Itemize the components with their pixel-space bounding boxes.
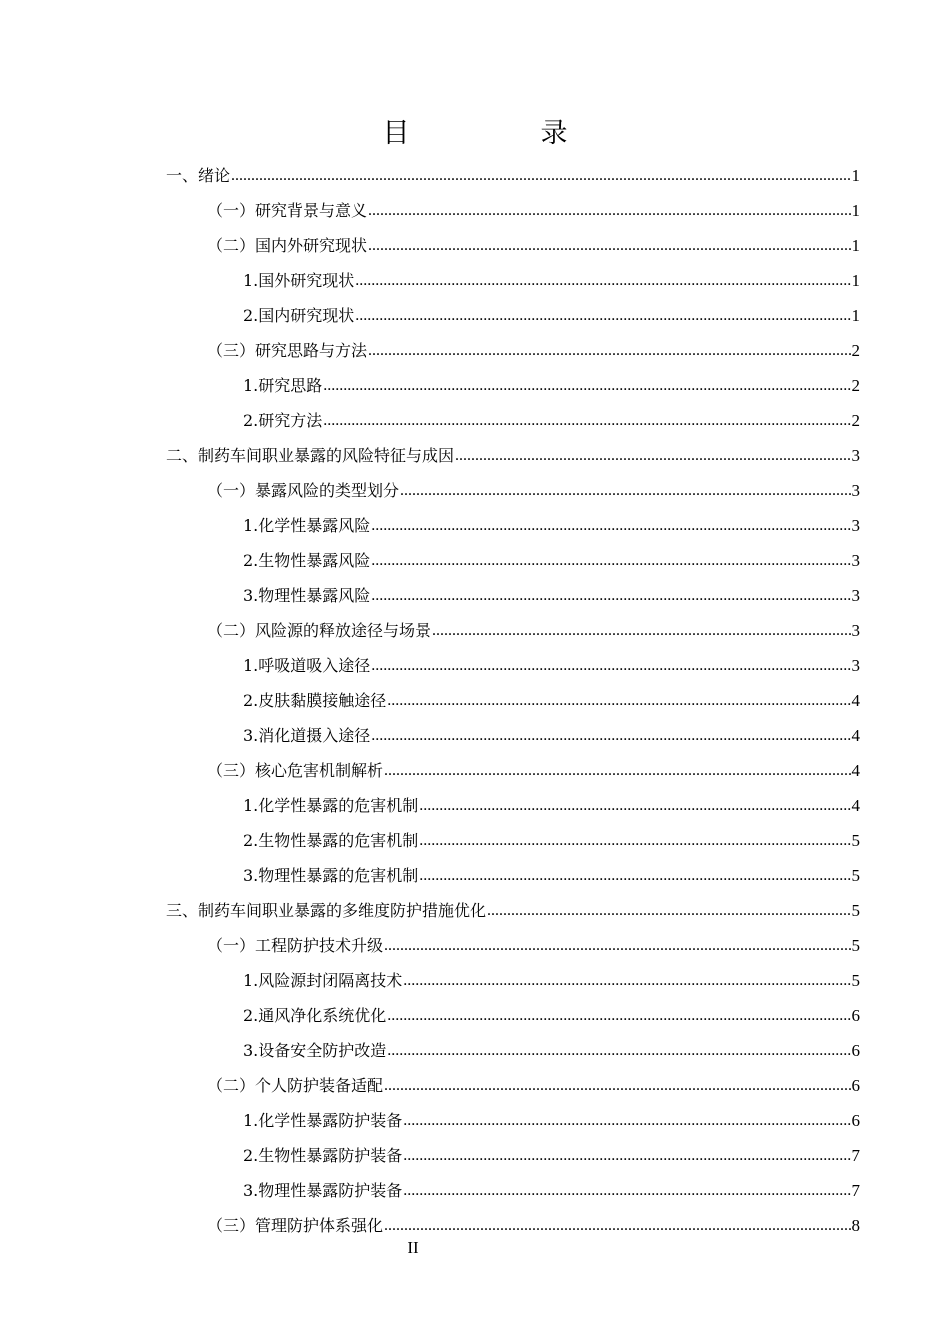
toc-entry-title: 1.化学性暴露的危害机制	[243, 796, 419, 815]
toc-entry[interactable]	[166, 997, 860, 1032]
dot-leader	[387, 690, 850, 712]
toc-entry-page-number: 4	[851, 761, 860, 780]
toc-entry-page-number: 7	[851, 1146, 860, 1165]
toc-entry-page-number: 3	[851, 586, 860, 605]
toc-entry-page-number: 1	[851, 166, 860, 185]
toc-entry[interactable]	[166, 1137, 860, 1172]
toc-entry-title: 一、绪论	[166, 166, 231, 185]
toc-entry-title: （三）核心危害机制解析	[207, 761, 384, 780]
toc-entry-page-number: 2	[851, 376, 860, 395]
toc-entry[interactable]	[166, 1032, 860, 1067]
toc-entry-title: 1.化学性暴露风险	[243, 516, 371, 535]
toc-entry-page-number: 6	[851, 1111, 860, 1130]
dot-leader	[403, 1145, 850, 1167]
toc-entry[interactable]	[166, 367, 860, 402]
dot-leader	[371, 515, 850, 537]
toc-entry-page-number: 3	[851, 446, 860, 465]
dot-leader	[323, 375, 850, 397]
toc-entry-page-number: 1	[851, 236, 860, 255]
toc-entry[interactable]	[166, 962, 860, 997]
toc-entry-title: （二）风险源的释放途径与场景	[207, 621, 432, 640]
toc-entry-page-number: 5	[851, 866, 860, 885]
toc-entry[interactable]	[166, 542, 860, 577]
toc-entry[interactable]	[166, 1102, 860, 1137]
dot-leader	[371, 655, 850, 677]
toc-entry-page-number: 8	[851, 1216, 860, 1235]
toc-entry-title: 三、制药车间职业暴露的多维度防护措施优化	[166, 901, 487, 920]
toc-entry[interactable]	[166, 437, 860, 472]
toc-entry-title: 1.研究思路	[243, 376, 323, 395]
page-title: 目 录	[382, 118, 620, 149]
toc-entry[interactable]	[166, 612, 860, 647]
toc-entry-title: 2.生物性暴露的危害机制	[243, 831, 419, 850]
toc-entry-title: 1.化学性暴露防护装备	[243, 1111, 403, 1130]
toc-entry-title: 2.生物性暴露风险	[243, 551, 371, 570]
toc-entry-title: 2.研究方法	[243, 411, 323, 430]
dot-leader	[384, 1215, 850, 1237]
toc-entry[interactable]	[166, 402, 860, 437]
toc-entry-page-number: 5	[851, 971, 860, 990]
dot-leader	[355, 305, 850, 327]
page-number-footer: II	[407, 1238, 419, 1257]
toc-entry[interactable]	[166, 297, 860, 332]
toc-entry[interactable]	[166, 577, 860, 612]
toc-entry-title: （一）研究背景与意义	[207, 201, 368, 220]
toc-entry-page-number: 4	[851, 726, 860, 745]
toc-entry-title: 3.消化道摄入途径	[243, 726, 371, 745]
toc-entry-page-number: 2	[851, 341, 860, 360]
toc-entry[interactable]	[166, 1207, 860, 1242]
toc-entry-title: 2.皮肤黏膜接触途径	[243, 691, 387, 710]
dot-leader	[355, 270, 850, 292]
dot-leader	[387, 1005, 850, 1027]
toc-entry-title: 2.通风净化系统优化	[243, 1006, 387, 1025]
toc-entry[interactable]	[166, 157, 860, 192]
toc-entry-title: 3.物理性暴露风险	[243, 586, 371, 605]
dot-leader	[371, 585, 850, 607]
dot-leader	[419, 795, 850, 817]
toc-entry-page-number: 4	[851, 691, 860, 710]
toc-entry-page-number: 1	[851, 306, 860, 325]
dot-leader	[455, 445, 850, 467]
dot-leader	[371, 725, 850, 747]
toc-entry-title: （二）国内外研究现状	[207, 236, 368, 255]
dot-leader	[487, 900, 850, 922]
toc-entry-title: （一）工程防护技术升级	[207, 936, 384, 955]
toc-entry[interactable]	[166, 682, 860, 717]
toc-entry[interactable]	[166, 192, 860, 227]
dot-leader	[368, 235, 850, 257]
dot-leader	[323, 410, 850, 432]
toc-entry-page-number: 5	[851, 901, 860, 920]
dot-leader	[403, 970, 850, 992]
toc-entry[interactable]	[166, 822, 860, 857]
toc-entry[interactable]	[166, 332, 860, 367]
toc-entry-page-number: 6	[851, 1041, 860, 1060]
toc-entry[interactable]	[166, 227, 860, 262]
toc-entry-page-number: 1	[851, 201, 860, 220]
toc-entry[interactable]	[166, 787, 860, 822]
toc-entry-title: 2.国内研究现状	[243, 306, 355, 325]
toc-entry-page-number: 6	[851, 1076, 860, 1095]
toc-entry-page-number: 2	[851, 411, 860, 430]
dot-leader	[419, 830, 850, 852]
toc-entry[interactable]	[166, 472, 860, 507]
toc-entry[interactable]	[166, 647, 860, 682]
toc-entry[interactable]	[166, 927, 860, 962]
toc-entry-page-number: 5	[851, 831, 860, 850]
toc-entry-title: 2.生物性暴露防护装备	[243, 1146, 403, 1165]
dot-leader	[432, 620, 850, 642]
dot-leader	[384, 760, 850, 782]
dot-leader	[387, 1040, 850, 1062]
toc-entry-title: 3.物理性暴露的危害机制	[243, 866, 419, 885]
toc-entry-page-number: 3	[851, 516, 860, 535]
toc-entry[interactable]	[166, 1172, 860, 1207]
toc-entry-title: 3.物理性暴露防护装备	[243, 1181, 403, 1200]
toc-entry-title: 二、制药车间职业暴露的风险特征与成因	[166, 446, 455, 465]
toc-entry-page-number: 3	[851, 621, 860, 640]
toc-entry-title: 1.风险源封闭隔离技术	[243, 971, 403, 990]
toc-entry-title: （二）个人防护装备适配	[207, 1076, 384, 1095]
toc-entry-title: 1.国外研究现状	[243, 271, 355, 290]
table-of-contents	[166, 157, 860, 1242]
toc-entry-page-number: 6	[851, 1006, 860, 1025]
toc-entry[interactable]	[166, 892, 860, 927]
toc-entry-page-number: 1	[851, 271, 860, 290]
dot-leader	[419, 865, 850, 887]
toc-entry-title: 3.设备安全防护改造	[243, 1041, 387, 1060]
toc-entry-page-number: 7	[851, 1181, 860, 1200]
toc-entry-page-number: 5	[851, 936, 860, 955]
dot-leader	[403, 1110, 850, 1132]
toc-entry[interactable]	[166, 1067, 860, 1102]
toc-entry-title: 1.呼吸道吸入途径	[243, 656, 371, 675]
toc-entry-title: （三）研究思路与方法	[207, 341, 368, 360]
dot-leader	[384, 1075, 850, 1097]
toc-entry[interactable]	[166, 507, 860, 542]
toc-entry[interactable]	[166, 262, 860, 297]
toc-entry-page-number: 4	[851, 796, 860, 815]
dot-leader	[371, 550, 850, 572]
toc-entry[interactable]	[166, 752, 860, 787]
dot-leader	[368, 200, 850, 222]
dot-leader	[403, 1180, 850, 1202]
toc-entry-title: （三）管理防护体系强化	[207, 1216, 384, 1235]
dot-leader	[384, 935, 850, 957]
toc-entry-page-number: 3	[851, 656, 860, 675]
dot-leader	[231, 165, 850, 187]
toc-entry-page-number: 3	[851, 551, 860, 570]
toc-entry-title: （一）暴露风险的类型划分	[207, 481, 400, 500]
toc-entry[interactable]	[166, 857, 860, 892]
toc-entry-page-number: 3	[851, 481, 860, 500]
dot-leader	[400, 480, 850, 502]
toc-entry[interactable]	[166, 717, 860, 752]
dot-leader	[368, 340, 850, 362]
